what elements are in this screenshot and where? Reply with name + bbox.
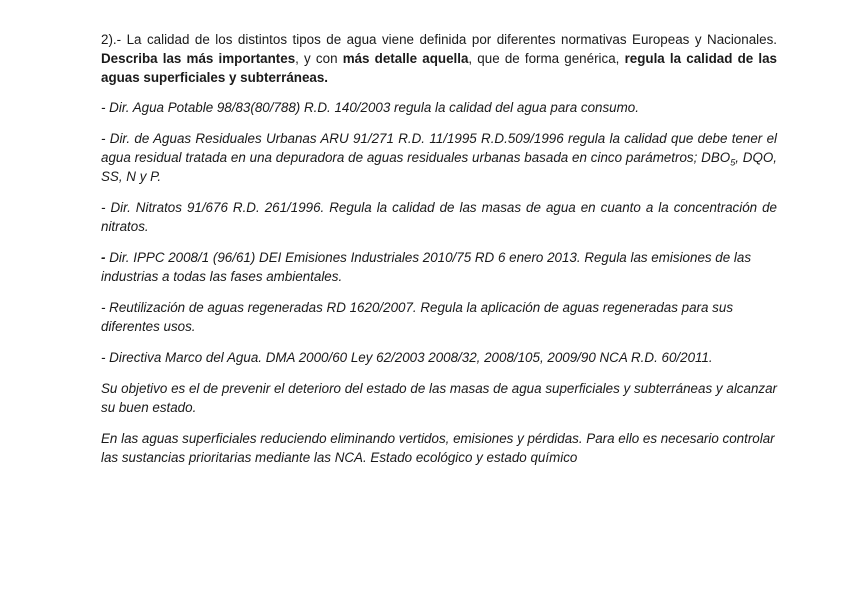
question-text-2: , y con [295, 51, 343, 66]
ippc-text: Dir. IPPC 2008/1 (96/61) DEI Emisiones Industriales 2010/75 RD 6 enero 2013. Regula las emisiones de las industrias a todas las fases ambientales. [101, 250, 752, 284]
residuales-text-end: , DQO, SS, N y P. [101, 150, 777, 184]
residuales-text: - Dir. de Aguas Residuales Urbanas ARU 91/271 R.D. 11/1995 R.D.509/1996 regula la calidad que debe tener el agua residual tratada en una depuradora de aguas residuales urbanas basada en cinco parámetros; DBO [101, 131, 777, 165]
document-page [101, 30, 777, 479]
question-bold-1: Describa las más importantes [101, 51, 296, 66]
item-nitratos: - Dir. Nitratos 91/676 R.D. 261/1996. Regula la calidad de las masas de agua en cuanto a la concentración de nitratos. [101, 200, 777, 234]
question-bold-3: regula la calidad de las aguas superficiales y subterráneas. [101, 51, 777, 85]
item-ippc [101, 248, 777, 286]
item-directiva-marco: - Directiva Marco del Agua. DMA 2000/60 Ley 62/2003 2008/32, 2008/105, 2009/90 NCA R.D. 60/2011. [101, 350, 713, 365]
ippc-dash: - [101, 250, 106, 265]
paragraph-aguas-superficiales: En las aguas superficiales reduciendo eliminando vertidos, emisiones y pérdidas. Para ello es necesario controlar las sustancias prioritarias mediante las NCA. Estado ecológico y estado químico [101, 431, 775, 465]
paragraph-objetivo: Su objetivo es el de prevenir el deterioro del estado de las masas de agua superficiales y subterráneas y alcanzar su buen estado. [101, 381, 777, 415]
question-text-3: , que de forma genérica, [468, 51, 625, 66]
item-reutilizacion: - Reutilización de aguas regeneradas RD 1620/2007. Regula la aplicación de aguas regeneradas para sus diferentes usos. [101, 300, 734, 334]
item-agua-potable: - Dir. Agua Potable 98/83(80/788) R.D. 140/2003 regula la calidad del agua para consumo. [101, 100, 639, 115]
question-bold-2: más detalle aquella [342, 51, 469, 66]
item-aguas-residuales [101, 129, 777, 186]
question-paragraph [101, 30, 777, 87]
residuales-subscript: 5 [730, 157, 736, 168]
question-text-1: 2).- La calidad de los distintos tipos de agua viene definida por diferentes normativas Europeas y Nacionales. [101, 32, 777, 47]
